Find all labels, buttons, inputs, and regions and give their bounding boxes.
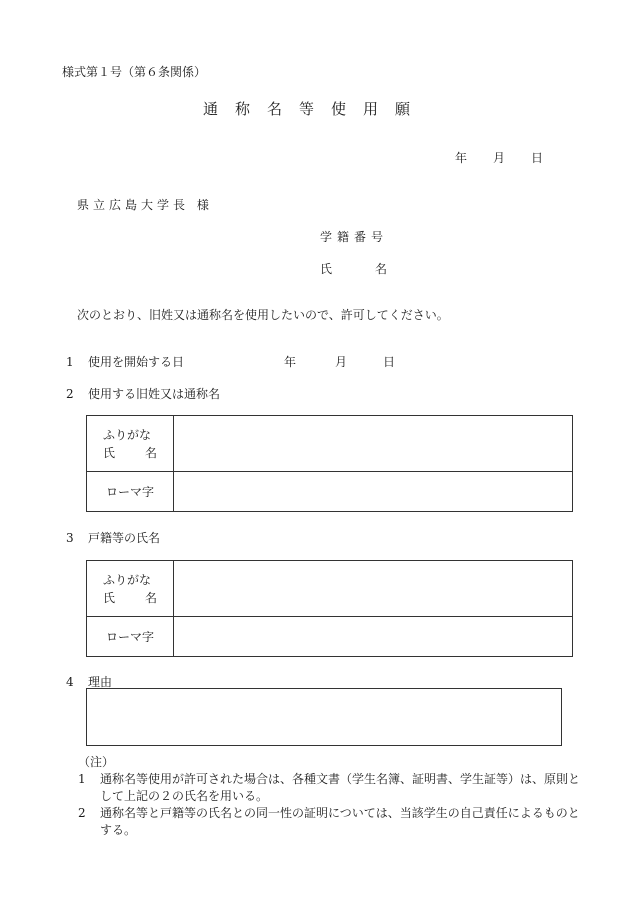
table-row: [87, 617, 573, 657]
addressee: 県立広島大学長 様: [77, 198, 213, 212]
alias-name-table: [86, 415, 573, 512]
section-start-date: [66, 353, 184, 370]
name-label-first: 氏: [320, 262, 333, 276]
start-month: 月: [335, 355, 348, 369]
date-month: 月: [493, 151, 506, 165]
furigana-label: ふりがな: [102, 427, 151, 442]
note-text: 通称名等使用が許可された場合は、各種文書（学生名簿、証明書、学生証等）は、原則として上記の２の氏名を用いる。: [100, 772, 581, 803]
furigana-name-label-cell: [87, 561, 174, 617]
date-day: 日: [531, 151, 544, 165]
note-number: 2: [78, 806, 86, 820]
form-number: 様式第１号（第６条関係）: [62, 65, 207, 79]
request-statement: 次のとおり、旧姓又は通称名を使用したいので、許可してください。: [77, 308, 449, 322]
note-text: 通称名等と戸籍等の氏名との同一性の証明については、当該学生の自己責任によるものとする。: [100, 806, 580, 837]
romaji-label: ローマ字: [87, 617, 174, 657]
section-alias-name: [66, 385, 220, 402]
student-id-label: 学籍番号: [320, 230, 389, 244]
notes: [78, 754, 580, 839]
table-row: [87, 561, 573, 617]
note-item: [78, 771, 580, 805]
note-number: 1: [78, 772, 86, 786]
name-label-second: 名: [375, 262, 388, 276]
furigana-label: ふりがな: [102, 572, 151, 587]
section-number: 1: [66, 355, 74, 369]
section-label: 使用する旧姓又は通称名: [88, 387, 221, 401]
section-number: 3: [66, 531, 74, 545]
section-number: 2: [66, 387, 74, 401]
section-number: 4: [66, 675, 74, 689]
section-label: 使用を開始する日: [88, 355, 185, 369]
romaji-label: ローマ字: [87, 472, 174, 512]
reason-input[interactable]: [86, 688, 562, 746]
page-title: 通称名等使用願: [202, 100, 427, 118]
table-row: [87, 416, 573, 472]
date-year: 年: [455, 151, 468, 165]
section-label: 理由: [88, 675, 113, 689]
name-label: 氏 名: [102, 590, 158, 605]
section-registered-name: [66, 529, 160, 546]
alias-name-input[interactable]: [174, 416, 573, 472]
furigana-name-label-cell: [87, 416, 174, 472]
table-row: [87, 472, 573, 512]
start-day: 日: [383, 355, 396, 369]
name-label: 氏 名: [102, 445, 158, 460]
registered-name-input[interactable]: [174, 561, 573, 617]
registered-name-table: [86, 560, 573, 657]
note-item: [78, 805, 580, 839]
section-label: 戸籍等の氏名: [88, 531, 161, 545]
alias-romaji-input[interactable]: [174, 472, 573, 512]
start-year: 年: [284, 355, 297, 369]
notes-heading: （注）: [78, 755, 115, 769]
registered-romaji-input[interactable]: [174, 617, 573, 657]
